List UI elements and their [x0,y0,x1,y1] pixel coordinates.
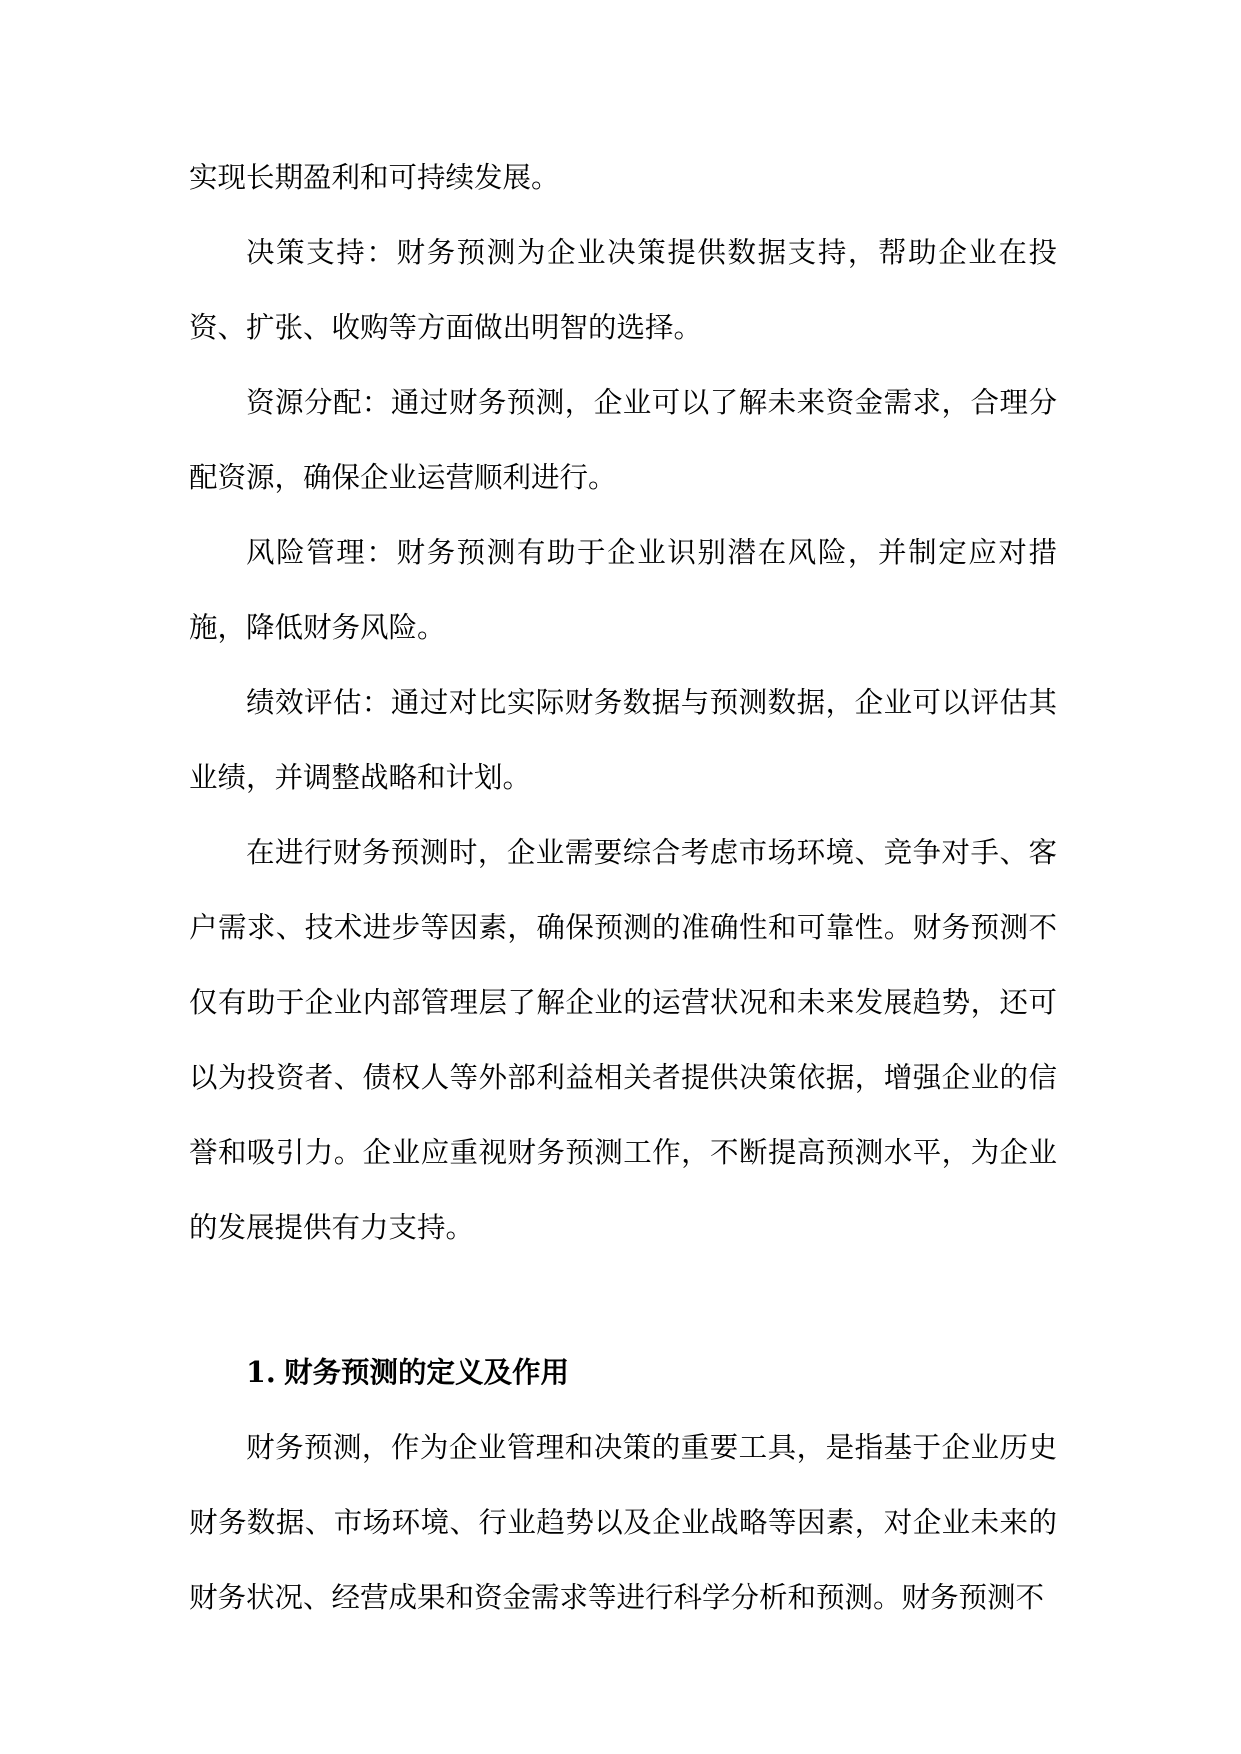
paragraph-summary: 在进行财务预测时，企业需要综合考虑市场环境、竞争对手、客户需求、技术进步等因素，确保预测的准确性和可靠性。财务预测不仅有助于企业内部管理层了解企业的运营状况和未来发展趋势，还可以为投资者、债权人等外部利益相关者提供决策依据，增强企业的信誉和吸引力。企业应重视财务预测工作，不断提高预测水平，为企业的发展提供有力支持。 [189,836,1057,1244]
paragraph-performance-evaluation: 绩效评估：通过对比实际财务数据与预测数据，企业可以评估其业绩，并调整战略和计划。 [189,686,1057,794]
section-number: 1. [246,1355,276,1389]
document-body [189,140,1057,1635]
section-heading [189,1335,1057,1410]
section-title: 财务预测的定义及作用 [284,1355,570,1389]
paragraph-risk-management: 风险管理：财务预测有助于企业识别潜在风险，并制定应对措施，降低财务风险。 [189,536,1057,644]
paragraph-definition: 财务预测，作为企业管理和决策的重要工具，是指基于企业历史财务数据、市场环境、行业趋势以及企业战略等因素，对企业未来的财务状况、经营成果和资金需求等进行科学分析和预测。财务预测不 [189,1431,1057,1614]
paragraph-continuation: 实现长期盈利和可持续发展。 [189,161,560,194]
paragraph-resource-allocation: 资源分配：通过财务预测，企业可以了解未来资金需求，合理分配资源，确保企业运营顺利进行。 [189,386,1057,494]
paragraph-decision-support: 决策支持：财务预测为企业决策提供数据支持，帮助企业在投资、扩张、收购等方面做出明智的选择。 [189,236,1057,344]
